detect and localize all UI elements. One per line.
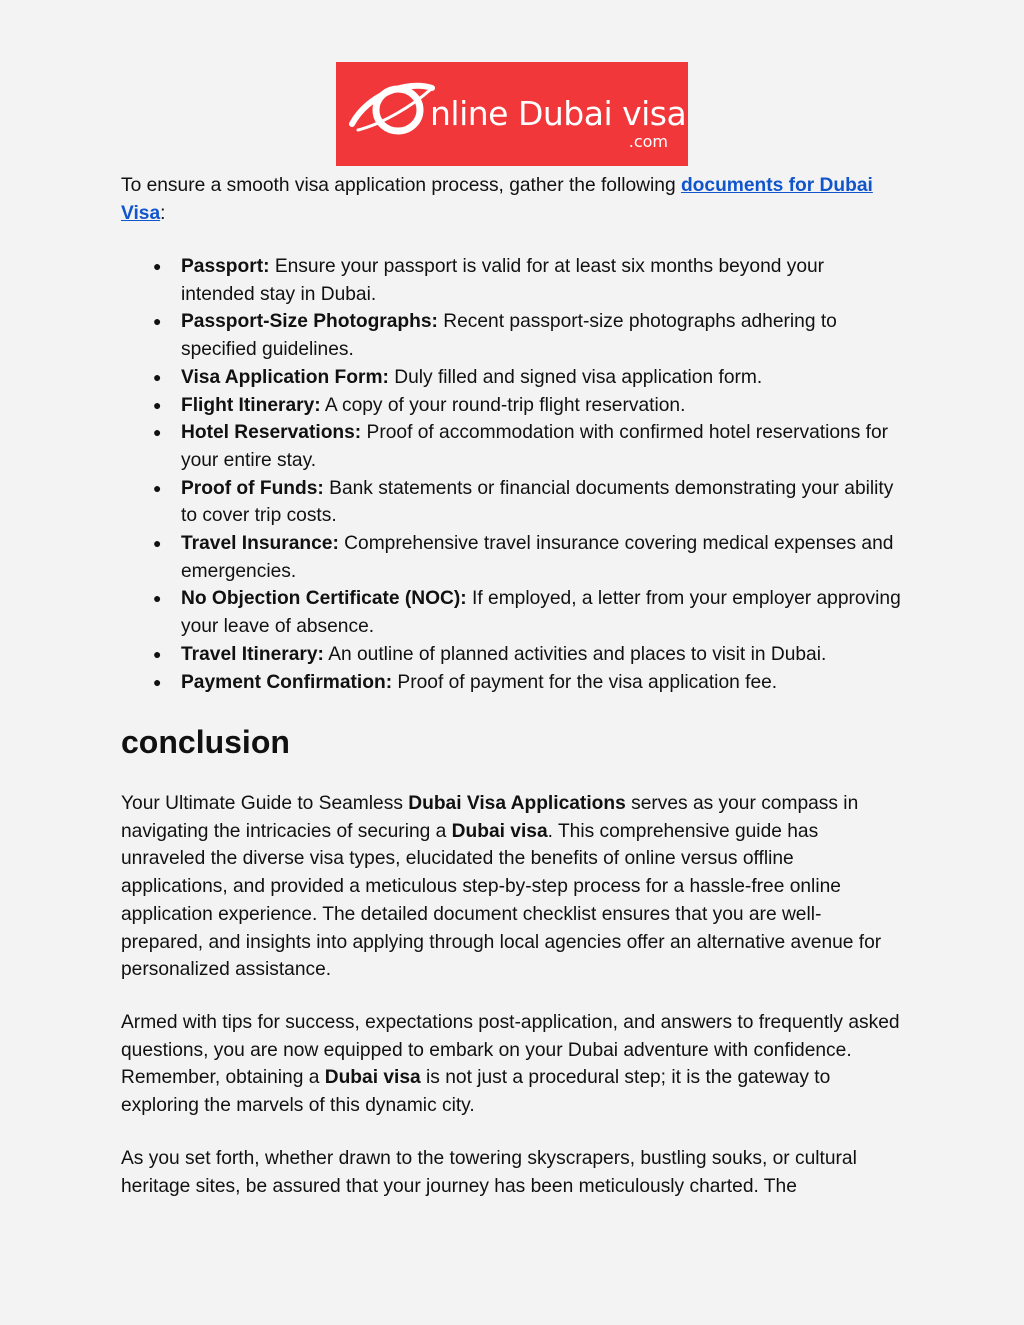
p1-bold-1: Dubai Visa Applications xyxy=(408,793,626,814)
bullet-icon: ● xyxy=(153,590,162,607)
conclusion-paragraph-2 xyxy=(121,1009,903,1120)
item-title: Passport: xyxy=(181,256,270,277)
p1-text-a: Your Ultimate Guide to Seamless xyxy=(121,793,409,814)
item-desc: Ensure your passport is valid for at least six months beyond your intended stay in Dubai. xyxy=(181,256,825,305)
p2-bold-1: Dubai visa xyxy=(324,1067,421,1089)
list-item xyxy=(121,641,903,669)
documents-link[interactable]: documents for Dubai Visa xyxy=(121,175,873,224)
item-title: Flight Itinerary: xyxy=(181,394,321,416)
item-title: No Objection Certificate (NOC): xyxy=(181,588,467,610)
logo-main-text: nline Dubai visa xyxy=(430,94,687,133)
list-item xyxy=(121,475,903,530)
item-title: Visa Application Form: xyxy=(181,366,389,388)
documents-list xyxy=(121,253,903,696)
list-item xyxy=(121,308,903,363)
item-title: Proof of Funds: xyxy=(181,477,324,499)
bullet-icon: ● xyxy=(153,535,162,552)
bullet-icon: ● xyxy=(153,479,162,496)
bullet-icon: ● xyxy=(153,258,162,274)
p1-bold-2: Dubai visa xyxy=(451,820,548,842)
item-title: Passport-Size Photographs: xyxy=(181,311,438,333)
list-item xyxy=(121,364,903,392)
globe-swoosh-icon xyxy=(348,74,436,138)
item-desc: Comprehensive travel insurance covering medical expenses and emergencies. xyxy=(181,533,894,582)
conclusion-heading: conclusion xyxy=(121,724,290,760)
list-item xyxy=(121,585,903,640)
conclusion-paragraph-1 xyxy=(121,790,903,984)
item-desc: If employed, a letter from your employer approving your leave of absence. xyxy=(181,588,901,638)
item-title: Travel Itinerary: xyxy=(181,643,324,665)
intro-suffix: : xyxy=(160,202,166,224)
bullet-icon: ● xyxy=(153,645,162,662)
item-title: Payment Confirmation: xyxy=(181,671,393,693)
intro-paragraph xyxy=(121,172,903,227)
bullet-icon: ● xyxy=(153,424,162,441)
list-item xyxy=(121,253,903,308)
p3-text-a: As you set forth, whether drawn to the towering skyscrapers, bustling souks, or cultural heritage sites, be assured that your journey has been meticulously charted. The xyxy=(121,1148,857,1197)
site-logo xyxy=(336,62,688,166)
list-item xyxy=(121,669,903,697)
p2-text-c: is not just a procedural step; it is the gateway to exploring the marvels of this dynamic city. xyxy=(121,1067,831,1117)
list-item xyxy=(121,392,903,420)
item-desc: Recent passport-size photographs adhering to specified guidelines. xyxy=(181,311,837,361)
item-desc: Duly filled and signed visa application form. xyxy=(388,366,763,388)
bullet-icon: ● xyxy=(153,396,162,413)
item-desc: A copy of your round-trip flight reservation. xyxy=(320,394,686,416)
item-desc: Proof of accommodation with confirmed hotel reservations for your entire stay. xyxy=(181,422,889,471)
p1-text-d: . This comprehensive guide has unraveled the diverse visa types, elucidated the benefits of online versus offline applications, and provided a meticulous step-by-step process for a hassle-free online application experience. The detailed document checklist ensures that you are well-prepared, and insights into applying through local agencies offer an alternative avenue for personalized assistance. xyxy=(121,820,882,981)
list-item xyxy=(121,419,903,474)
p2-text-a: Armed with tips for success, expectations post-application, and answers to frequently asked questions, you are now equipped to embark on your Dubai adventure with confidence. Remember, obtaining a xyxy=(121,1012,900,1089)
bullet-icon: ● xyxy=(153,313,162,330)
conclusion-paragraph-3 xyxy=(121,1145,903,1200)
bullet-icon: ● xyxy=(153,368,162,385)
list-item xyxy=(121,530,903,585)
bullet-icon: ● xyxy=(153,673,162,690)
item-desc: Proof of payment for the visa application fee. xyxy=(392,671,778,693)
intro-text: To ensure a smooth visa application process, gather the following xyxy=(121,175,681,196)
item-title: Hotel Reservations: xyxy=(181,422,362,444)
item-desc: Bank statements or financial documents demonstrating your ability to cover trip costs. xyxy=(181,477,894,527)
p1-text-c: serves as your compass in navigating the intricacies of securing a xyxy=(121,793,859,842)
logo-domain-text: .com xyxy=(628,132,668,151)
item-desc: An outline of planned activities and places to visit in Dubai. xyxy=(323,643,827,665)
item-title: Travel Insurance: xyxy=(181,533,339,555)
